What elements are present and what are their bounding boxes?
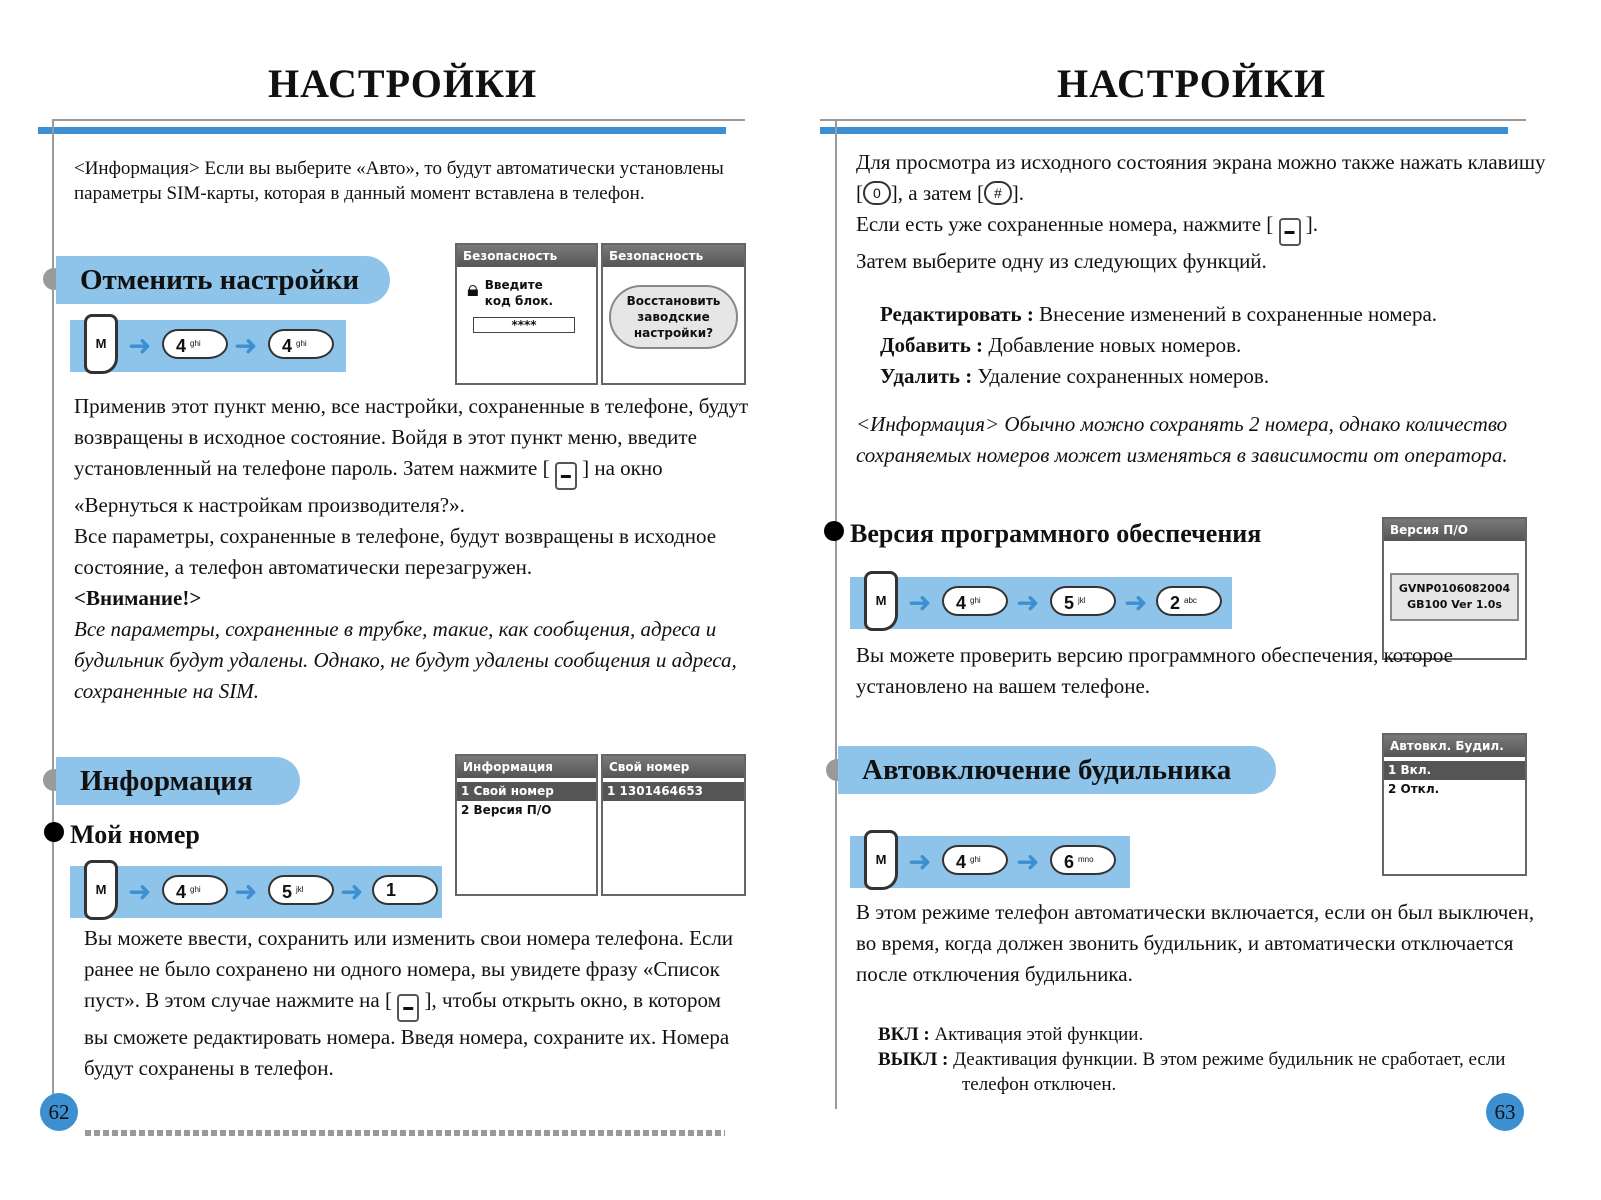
arrow-right-icon: ➜ (908, 845, 932, 878)
list-item: Удалить : Удаление сохраненных номеров. (880, 364, 1270, 388)
reset-description: Применив этот пункт меню, все настройки, сохраненные в телефоне, будут возвращены в исходное состояние. Войдя в этот пункт меню, введите установленный на телефоне пароль. Затем нажмите [ ▬ ] на окно «Вернуться к настройкам производителя?». Все параметры, сохраненные в телефоне, будут возвращены в исходное состояние, а телефон автоматически перезагружен. <Внимание!> Все параметры, сохраненные в трубке, такие, как сообщения, адреса и будильник будут удалены. Однако, не будут удалены сообщения и адреса, сохраненные на SIM. (74, 391, 749, 707)
divider (52, 119, 745, 121)
arrow-right-icon: ➜ (128, 875, 152, 908)
screen-title: Безопасность (603, 245, 744, 267)
warning-label: <Внимание!> (74, 586, 202, 610)
menu-item: 1 Свой номер (457, 782, 596, 801)
menu-item: 2 Версия П/О (461, 803, 552, 817)
key-icon: 6 $^{mno}$ (1050, 845, 1116, 875)
screen-message: Восстановить заводские настройки? (609, 285, 738, 349)
warning-text: Все параметры, сохраненные в трубке, такие, как сообщения, адреса и будильник будут удалены. Однако, не будут удалены сообщения и адреса, сохраненные на SIM. (74, 617, 737, 703)
menu-item: 1 Вкл. (1384, 761, 1525, 780)
section-heading: Информация (56, 757, 300, 805)
arrow-right-icon: ➜ (128, 329, 152, 362)
menu-key-icon: M (84, 860, 118, 920)
page-title: НАСТРОЙКИ (1057, 61, 1327, 106)
phone-screen (601, 243, 746, 385)
function-list (880, 299, 1560, 392)
key-icon: # (984, 181, 1012, 205)
divider (835, 119, 837, 1109)
arrow-right-icon: ➜ (234, 875, 258, 908)
menu-key-icon: M (864, 571, 898, 631)
phone-screen (601, 754, 746, 896)
key-icon: 4 $^{ghi}$ (942, 586, 1008, 616)
phone-screen (455, 243, 598, 385)
ok-key-icon: ▬ (555, 462, 577, 490)
info-intro: <Информация> Если вы выберите «Авто», то будут автоматически установлены параметры SIM-карты, которая в данный момент вставлена в телефон. (74, 158, 724, 204)
arrow-right-icon: ➜ (1016, 586, 1040, 619)
key-icon: 2 $^{abc}$ (1156, 586, 1222, 616)
ok-key-icon: ▬ (397, 994, 419, 1022)
arrow-right-icon: ➜ (1016, 845, 1040, 878)
lock-icon: 🔒︎ (467, 277, 479, 302)
list-item: Добавить : Добавление новых номеров. (880, 333, 1242, 357)
page-number: 63 (1486, 1093, 1524, 1131)
screen-title: Автовкл. Будил. (1384, 735, 1525, 757)
left-page (0, 0, 800, 1200)
key-icon: 4 $^{ghi}$ (268, 329, 334, 359)
arrow-right-icon: ➜ (1124, 586, 1148, 619)
screen-title: Безопасность (457, 245, 596, 267)
arrow-right-icon: ➜ (234, 329, 258, 362)
key-sequence (850, 836, 1130, 888)
phone-screen (1382, 733, 1527, 876)
intro-text: Для просмотра из исходного состояния экрана можно также нажать клавишу [ 0 ], а затем [ # ]. Если есть уже сохраненные номера, нажмите [ ▬ ]. Затем выберите одну из следующих функций. (856, 150, 1546, 273)
phone-screen (1382, 517, 1527, 660)
list-item: Редактировать : Внесение изменений в сохраненные номера. (880, 302, 1438, 326)
key-sequence (70, 320, 346, 372)
key-sequence (850, 577, 1232, 629)
key-icon: 5 $^{jkl}$ (1050, 586, 1116, 616)
info-note: <Информация> Обычно можно сохранять 2 номера, однако количество сохраняемых номеров может изменяться в зависимости от оператора. (856, 412, 1508, 467)
screen-body (457, 267, 596, 333)
list-item: ВЫКЛ : Деактивация функции. В этом режиме будильник не сработает, если телефон отключен. (878, 1049, 1506, 1095)
code-field: **** (473, 317, 575, 333)
key-icon: 1 (372, 875, 438, 905)
divider (820, 127, 1508, 134)
alarm-options (878, 1022, 1538, 1097)
list-item: ВКЛ : Активация этой функции. (878, 1024, 1144, 1045)
bullet-icon (824, 521, 844, 541)
arrow-right-icon: ➜ (908, 586, 932, 619)
right-page (800, 0, 1601, 1200)
menu-item: 1 1301464653 (603, 782, 744, 801)
divider (38, 127, 726, 134)
menu-item: 2 Откл. (1388, 782, 1440, 796)
screen-row (467, 277, 590, 309)
screen-title: Версия П/О (1384, 519, 1525, 541)
version-description: Вы можете проверить версию программного обеспечения, которое установлено на вашем телефоне. (856, 643, 1453, 698)
section-heading: Отменить настройки (56, 256, 390, 304)
divider (820, 119, 1526, 121)
screen-title: Информация (457, 756, 596, 778)
section-heading: Автовключение будильника (838, 746, 1276, 794)
key-sequence (70, 866, 442, 918)
mynumber-description: Вы можете ввести, сохранить или изменить свои номера телефона. Если ранее не было сохранено ни одного номера, вы увидете фразу «Список пуст». В этом случае нажмите на [ ▬ ], чтобы открыть окно, в котором вы сможете редактировать номера. Введя номера, сохраните их. Номера будут сохранены в телефон. (84, 926, 734, 1080)
screen-title: Свой номер (603, 756, 744, 778)
page-title: НАСТРОЙКИ (268, 61, 538, 106)
page-number: 62 (40, 1093, 78, 1131)
screen-message: GVNP0106082004 GB100 Ver 1.0s (1390, 573, 1519, 621)
ok-key-icon: ▬ (1279, 218, 1301, 246)
menu-key-icon: M (864, 830, 898, 890)
arrow-right-icon: ➜ (340, 875, 364, 908)
subheading: Версия программного обеспечения (824, 519, 1261, 549)
cropped-text-line (85, 1130, 725, 1136)
bullet-icon (44, 822, 64, 842)
menu-key-icon: M (84, 314, 118, 374)
key-icon: 4 $^{ghi}$ (162, 875, 228, 905)
alarm-description: В этом режиме телефон автоматически включается, если он был выключен, во время, когда должен звонить будильник, и автоматически отключается после отключения будильника. (856, 900, 1535, 986)
key-icon: 0 (863, 181, 891, 205)
phone-screen (455, 754, 598, 896)
key-icon: 4 $^{ghi}$ (162, 329, 228, 359)
subheading: Мой номер (44, 820, 200, 850)
key-icon: 4 $^{ghi}$ (942, 845, 1008, 875)
key-icon: 5 $^{jkl}$ (268, 875, 334, 905)
screen-text: Введите код блок. (484, 278, 554, 308)
